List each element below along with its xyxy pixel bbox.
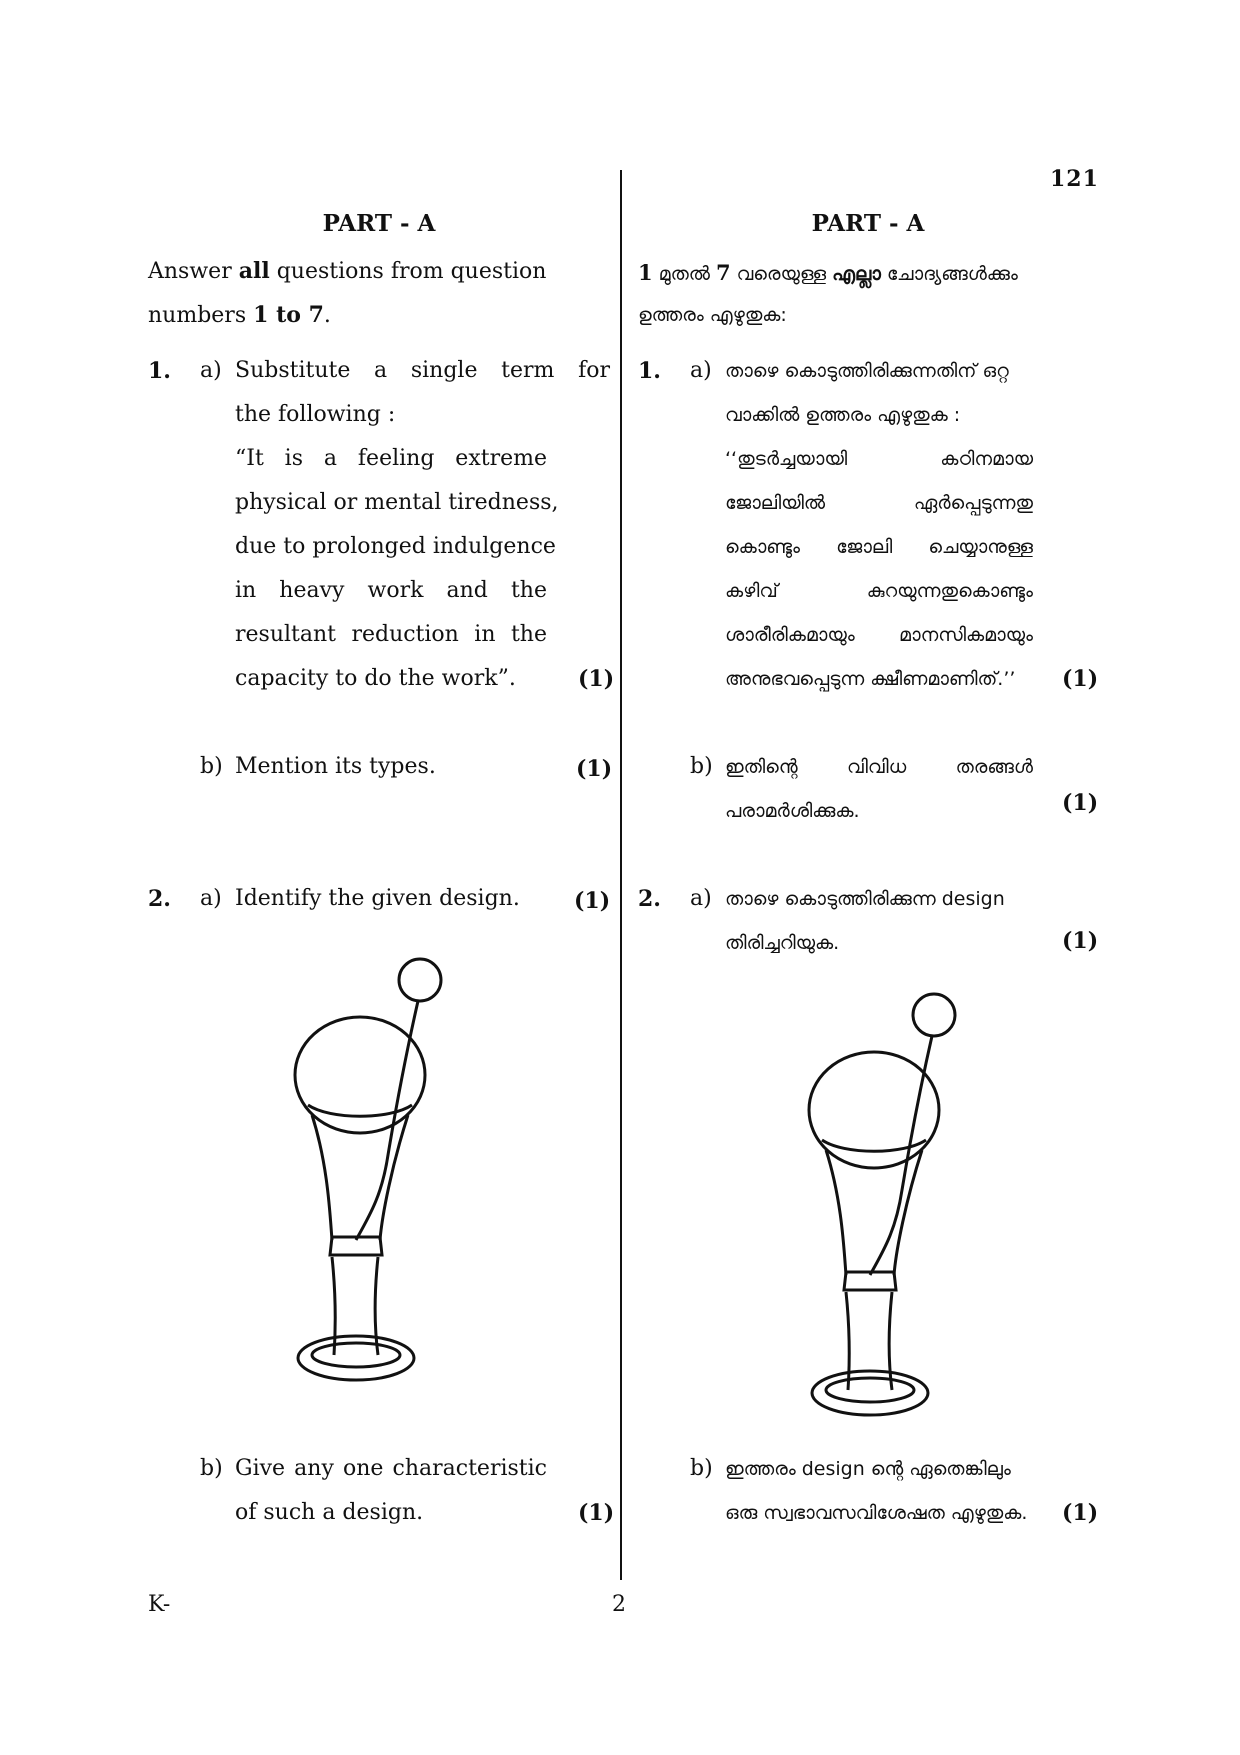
question-number-1-ml: 1. [638, 358, 661, 384]
q1a-line-ml: വാക്കിൽ ഉത്തരം എഴുതുക : [725, 404, 961, 426]
page-number: 121 [1050, 166, 1099, 192]
q1a-line-ml: കൊണ്ടും ജോലി ചെയ്യാനുള്ള [725, 536, 1033, 558]
q1b-line-ml: ഇതിന്റെ വിവിധ തരങ്ങൾ [725, 756, 1033, 778]
instruction-ml-line2: ഉത്തരം എഴുതുക: [638, 304, 787, 326]
part-title-ml: PART - A [811, 210, 925, 237]
goblet-design-drawing-en [290, 955, 470, 1395]
q1a-line-ml: ശാരീരികമായും മാനസികമായും [725, 624, 1033, 646]
instruction-ml: 1 മുതൽ 7 വരെയുള്ള എല്ലാ ചോദ്യങ്ങൾക്കും [638, 260, 1018, 285]
q1a-line-ml: ‘‘തുടർച്ചയായി കഠിനമായ [725, 448, 1033, 470]
part-title-en: PART - A [322, 210, 436, 237]
q1b-text-en: Mention its types. [235, 754, 436, 779]
q1a-line-en: resultant reduction in the [235, 622, 547, 647]
mark-q2a-ml: (1) [1062, 928, 1099, 954]
subpart-label-2b-en: b) [200, 1456, 223, 1481]
question-number-1-en: 1. [148, 358, 171, 384]
mark-q1a-en: (1) [578, 666, 615, 692]
mark-q2b-en: (1) [578, 1500, 615, 1526]
mark-q2b-ml: (1) [1062, 1500, 1099, 1526]
q2a-line-ml: താഴെ കൊടുത്തിരിക്കുന്ന design [725, 888, 1005, 910]
q2b-line-ml: ഇത്തരം design ന്റെ ഏതെങ്കിലും [725, 1458, 1011, 1480]
mark-q2a-en: (1) [574, 888, 611, 914]
instruction-en-line2: numbers 1 to 7. [148, 302, 331, 328]
subpart-label-1b-en: b) [200, 754, 223, 779]
q1a-line-en: due to prolonged indulgence [235, 534, 556, 559]
question-number-2-en: 2. [148, 886, 171, 912]
mark-q1a-ml: (1) [1062, 666, 1099, 692]
q2b-line-en: of such a design. [235, 1500, 424, 1525]
q1a-line-ml: താഴെ കൊടുത്തിരിക്കുന്നതിന് ഒറ്റ [725, 360, 1009, 382]
mark-q1b-ml: (1) [1062, 790, 1099, 816]
q2b-line-ml: ഒരു സ്വഭാവസവിശേഷത എഴുതുക. [725, 1502, 1028, 1524]
q1a-line-ml: ജോലിയിൽ ഏർപ്പെടുന്നതു [725, 492, 1033, 514]
q1a-line-en: capacity to do the work”. [235, 666, 516, 691]
q1a-line-en: the following : [235, 402, 396, 427]
mark-q1b-en: (1) [576, 756, 613, 782]
question-number-2-ml: 2. [638, 886, 661, 912]
subpart-label-1b-ml: b) [690, 754, 713, 779]
q1a-line-en: in heavy work and the [235, 578, 547, 603]
q2a-line-ml: തിരിച്ചറിയുക. [725, 932, 840, 954]
footer-page-number: 2 [612, 1592, 626, 1617]
q1a-line-ml: അനുഭവപ്പെടുന്ന ക്ഷീണമാണിത്.’’ [725, 668, 1016, 690]
paper-code: K- [148, 1592, 171, 1617]
q1a-line-en: Substitute a single term for [235, 358, 610, 383]
q1a-line-en: physical or mental tiredness, [235, 490, 559, 515]
q1b-line-ml: പരാമർശിക്കുക. [725, 800, 860, 822]
goblet-design-drawing-ml [804, 990, 984, 1430]
subpart-label-2a-en: a) [200, 886, 222, 911]
q1a-line-en: “It is a feeling extreme [235, 446, 547, 471]
instruction-en: Answer all questions from question [148, 258, 547, 284]
q1a-line-ml: കഴിവ് കുറയുന്നതുകൊണ്ടും [725, 580, 1033, 602]
subpart-label-2a-ml: a) [690, 886, 712, 911]
q2b-line-en: Give any one characteristic [235, 1456, 547, 1481]
subpart-label-1a-en: a) [200, 358, 222, 383]
subpart-label-1a-ml: a) [690, 358, 712, 383]
subpart-label-2b-ml: b) [690, 1456, 713, 1481]
q2a-text-en: Identify the given design. [235, 886, 520, 911]
column-divider [620, 170, 622, 1580]
